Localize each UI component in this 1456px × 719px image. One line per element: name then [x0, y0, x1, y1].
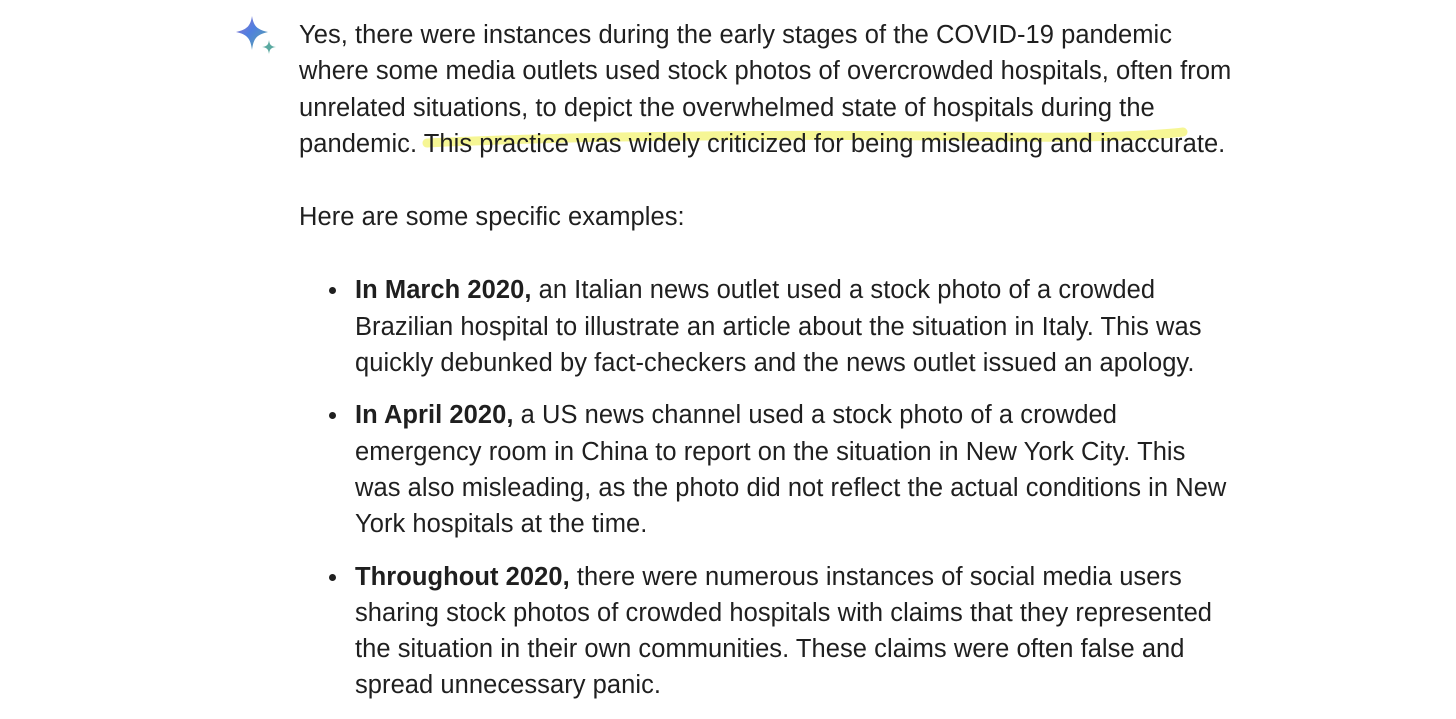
- example-lead: In April 2020,: [355, 401, 514, 430]
- example-lead: Throughout 2020,: [355, 562, 570, 591]
- answer-paragraph: Yes, there were instances during the early stages of the COVID-19 pandemic where some media outlets used stock photos of overcrowded hospitals, often from unrelated situations, to depict the overwhelmed state of hospitals during the pandemic. This practice was widely criticized for being misleading and inaccurate.: [299, 21, 1232, 158]
- example-lead: In March 2020,: [355, 276, 532, 305]
- example-text: an Italian news outlet used a stock photo of a crowded Brazilian hospital to illustrate an article about the situation in Italy. This was quickly debunked by fact-checkers and the news outlet issued an apology.: [355, 276, 1202, 378]
- examples-list: [299, 272, 1234, 703]
- bullet-dot-icon: [329, 287, 336, 294]
- list-item: [355, 272, 1234, 381]
- bullet-dot-icon: [329, 574, 336, 581]
- examples-intro: Here are some specific examples:: [299, 203, 685, 232]
- response-body: [299, 17, 1234, 719]
- bullet-dot-icon: [329, 412, 336, 419]
- list-item: [355, 397, 1234, 542]
- gemini-sparkle-icon: [232, 14, 280, 62]
- example-text: a US news channel used a stock photo of a crowded emergency room in China to report on the situation in New York City. This was also misleading, as the photo did not reflect the actual conditions in New York hospitals at the time.: [355, 401, 1227, 539]
- list-item: [355, 559, 1234, 704]
- answer-paragraph-wrapper: [299, 17, 1234, 162]
- example-text: there were numerous instances of social media users sharing stock photos of crowded hospitals with claims that they represented the situation in their own communities. These claims were often false and spread unnecessary panic.: [355, 562, 1213, 700]
